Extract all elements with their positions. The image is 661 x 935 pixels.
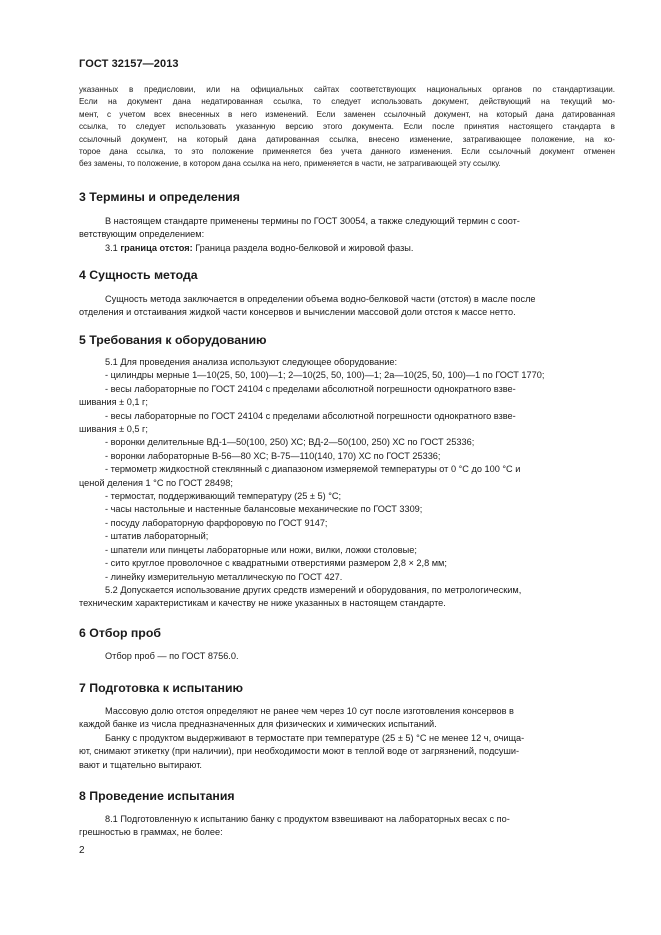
document-header: ГОСТ 32157—2013 — [79, 58, 179, 70]
section-5-list-line: - термометр жидкостной стеклянный с диапазоном измеряемой температуры от 0 °С до 100 °С и — [105, 464, 521, 475]
section-5 — [79, 332, 615, 611]
section-5-list-line: шивания ± 0,1 г; — [79, 397, 148, 408]
section-5-heading: 5 Требования к оборудованию — [79, 333, 267, 347]
page-number: 2 — [79, 845, 85, 856]
section-8-heading: 8 Проведение испытания — [79, 789, 235, 803]
section-5-list-line: - цилиндры мерные 1—10(25, 50, 100)—1; 2—10(25, 50, 100)—1; 2а—10(25, 50, 100)—1 по ГОСТ 1770; — [105, 370, 545, 381]
intro-line: ссылочный документ, на который дана датированная ссылка, внесено изменение, затрагивающее положение, на ко- — [79, 134, 615, 144]
term-name: граница отстоя: — [120, 242, 193, 253]
section-4 — [79, 267, 615, 320]
section-5-list-line: - посуду лабораторную фарфоровую по ГОСТ 9147; — [105, 517, 328, 528]
intro-line: ссылка, то следует использовать указанную версию этого документа. Если после принятия настоящего стандарта в — [79, 122, 615, 132]
section-4-paragraph-line: Сущность метода заключается в определении объема водно-белковой части (отстоя) в масле после — [105, 294, 536, 304]
term-number: 3.1 — [105, 242, 121, 253]
section-7-paragraph-line: вают и тщательно вытирают. — [79, 759, 202, 770]
intro-paragraph — [79, 84, 615, 171]
section-8-paragraph-line: 8.1 Подготовленную к испытанию банку с продуктом взвешивают на лабораторных весах с по- — [105, 814, 510, 824]
section-5-list-line: - термостат, поддерживающий температуру (25 ± 5) °С; — [105, 491, 342, 502]
section-8-paragraph-line: грешностью в граммах, не более: — [79, 827, 223, 838]
intro-line: без замены, то положение, в котором дана ссылка на него, применяется в части, не затрагивающей эту ссылку. — [79, 159, 501, 169]
section-3-paragraph-line: В настоящем стандарте применены термины по ГОСТ 30054, а также следующий термин с соот- — [105, 216, 520, 226]
section-7-paragraph-line: каждой банке из числа предназначенных для физических и химических испытаний. — [79, 719, 437, 730]
section-8 — [79, 788, 615, 840]
section-6-paragraph: Отбор проб — по ГОСТ 8756.0. — [105, 651, 239, 661]
section-4-paragraph-line: отделения и отстаивания жидкой части консервов и вычислении массовой доли отстоя к массе нетто. — [79, 307, 516, 318]
section-3-paragraph-line: ветствующим определением: — [79, 229, 205, 240]
section-7-paragraph-line: Массовую долю отстоя определяют не ранее чем через 10 сут после изготовления консервов в — [105, 706, 514, 716]
intro-line: указанных в предисловии, или на официальных сайтах соответствующих национальных органов по стандартизации. — [79, 85, 615, 94]
section-5-list-line: - шпатели или пинцеты лабораторные или ножи, вилки, ложки столовые; — [105, 544, 417, 555]
section-5-list-line: - весы лабораторные по ГОСТ 24104 с пределами абсолютной погрешности однократного взве- — [105, 410, 516, 421]
section-5-list-line: - весы лабораторные по ГОСТ 24104 с пределами абсолютной погрешности однократного взве- — [105, 383, 516, 394]
intro-line: Если на документ дана недатированная ссылка, то следует использовать документ, действующий на текущий мо- — [79, 97, 615, 107]
section-5-list-line: ценой деления 1 °С по ГОСТ 28498; — [79, 477, 233, 488]
section-7-heading: 7 Подготовка к испытанию — [79, 681, 244, 695]
section-5-list-line: 5.2 Допускается использование других средств измерений и оборудования, по метрологическим, — [105, 584, 522, 595]
term-text: Граница раздела водно-белковой и жировой фазы. — [192, 242, 414, 253]
section-5-list-line: техническим характеристикам и качеству не ниже указанных в настоящем стандарте. — [79, 598, 446, 609]
section-7-paragraph-line: ют, снимают этикетку (при наличии), при необходимости моют в теплой воде от загрязнений, подсуши- — [79, 746, 520, 757]
section-5-list-line: - воронки делительные ВД-1—50(100, 250) ХС; ВД-2—50(100, 250) ХС по ГОСТ 25336; — [105, 437, 475, 448]
section-5-list-line: шивания ± 0,5 г; — [79, 424, 148, 435]
section-5-list-line: - сито круглое проволочное с квадратными отверстиями размером 2,8 × 2,8 мм; — [105, 558, 447, 569]
intro-line: торое дана ссылка, то это положение применяется без учета данного изменения. Если ссылочный документ отменен — [79, 147, 615, 157]
section-7-paragraph-line: Банку с продуктом выдерживают в термостате при температуре (25 ± 5) °С не менее 12 ч, очища- — [105, 732, 525, 743]
section-4-heading: 4 Сущность метода — [79, 268, 198, 282]
section-6 — [79, 625, 615, 663]
section-5-list-line: - часы настольные и настенные балансовые механические по ГОСТ 3309; — [105, 504, 423, 515]
section-5-list-line: - воронки лабораторные В-56—80 ХС; В-75—110(140, 170) ХС по ГОСТ 25336; — [105, 450, 441, 461]
section-6-heading: 6 Отбор проб — [79, 626, 161, 640]
section-5-list-line: 5.1 Для проведения анализа используют следующее оборудование: — [105, 357, 398, 367]
section-7 — [79, 680, 615, 772]
section-3 — [79, 189, 615, 255]
section-5-list-line: - линейку измерительную металлическую по ГОСТ 427. — [105, 571, 343, 582]
intro-line: мент, с учетом всех внесенных в него изменений. Если заменен ссылочный документ, на который дана датированная — [79, 109, 615, 119]
section-5-list-line: - штатив лабораторный; — [105, 531, 209, 542]
term-definition — [79, 242, 615, 255]
section-3-heading: 3 Термины и определения — [79, 190, 240, 204]
